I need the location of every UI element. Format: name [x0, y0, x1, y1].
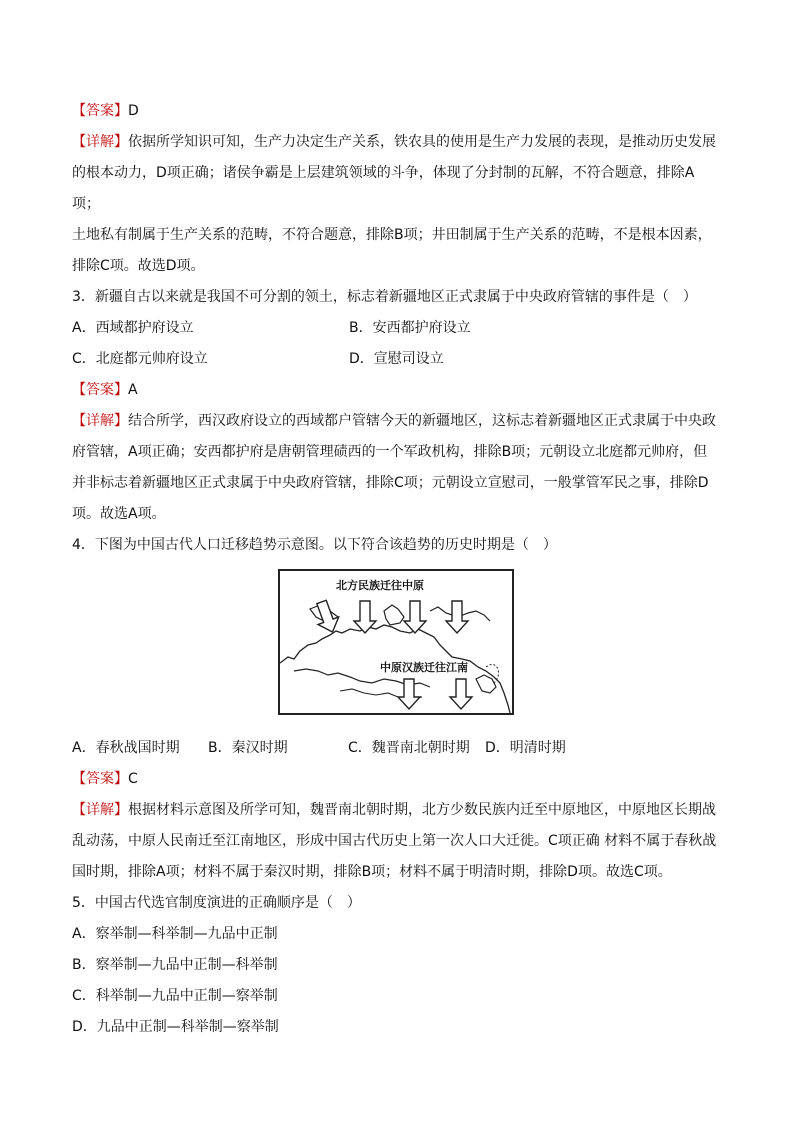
q3-option-d: D．宣慰司设立 [349, 351, 444, 367]
q4-option-c: C．魏晋南北朝时期 [348, 740, 470, 756]
q5-option-a: A．察举制—科举制—九品中正制 [72, 926, 278, 942]
map-label-north: 北方民族迁往中原 [336, 579, 424, 592]
q2-detail-line: 【详解】依据所学知识可知，生产力决定生产关系，铁农具的使用是生产力发展的表现，是推动历史发展 [72, 134, 716, 150]
q4-detail-line: 乱动荡，中原人民南迁至江南地区，形成中国古代历史上第一次人口大迁徙。C项正确 材料不属于春秋战 [72, 833, 717, 849]
q2-detail-line: 的根本动力，D项正确；诸侯争霸是上层建筑领域的斗争，体现了分封制的瓦解，不符合题意，排除A项； [72, 165, 695, 212]
q4-options-row [72, 733, 722, 764]
arrow-down-icon [450, 679, 472, 709]
q3-options-row [72, 313, 722, 344]
q3-stem: 3．新疆自古以来就是我国不可分割的领土，标志着新疆地区正式隶属于中央政府管辖的事件是（ ） [72, 289, 697, 305]
q5-option-c: C．科举制—九品中正制—察举制 [72, 988, 278, 1004]
q3-option-b: B．安西都护府设立 [349, 320, 471, 336]
q3-detail-line: 并非标志着新疆地区正式隶属于中央政府管辖，排除C项；元朝设立宣慰司，一般掌管军民之事，排除D [72, 475, 709, 491]
exam-page [72, 96, 722, 1043]
q2-detail-line: 土地私有制属于生产关系的范畴，不符合题意，排除B项；井田制属于生产关系的范畴，不是根本因素， [72, 227, 712, 243]
arrow-down-icon [404, 601, 426, 633]
q4-option-a: A．春秋战国时期 [72, 740, 180, 756]
migration-map [278, 569, 514, 715]
q5-option-b: B．察举制—九品中正制—科举制 [72, 957, 278, 973]
q2-answer: 【答案】D [72, 103, 139, 119]
q4-stem: 4．下图为中国古代人口迁移趋势示意图。以下符合该趋势的历史时期是（ ） [72, 537, 557, 553]
arrow-down-icon [446, 601, 468, 633]
q3-options-row [72, 344, 722, 375]
q4-detail-line: 【详解】根据材料示意图及所学可知，魏晋南北朝时期，北方少数民族内迁至中原地区，中原地区长期战 [72, 802, 716, 818]
q3-answer: 【答案】A [72, 382, 138, 398]
q4-detail-line: 国时期，排除A项；材料不属于秦汉时期，排除B项；材料不属于明清时期，排除D项。故选C项。 [72, 864, 672, 880]
q5-option-d: D．九品中正制—科举制—察举制 [72, 1019, 279, 1035]
q4-figure-wrap [72, 569, 722, 729]
q5-stem: 5．中国古代选官制度演进的正确顺序是（ ） [72, 895, 361, 911]
map-label-south: 中原汉族迁往江南 [380, 661, 468, 674]
q3-detail-line: 项。故选A项。 [72, 506, 166, 522]
q4-option-b: B．秦汉时期 [208, 740, 288, 756]
q3-option-a: A．西域都护府设立 [72, 320, 194, 336]
q2-detail-line: 排除C项。故选D项。 [72, 258, 205, 274]
q3-option-c: C．北庭都元帅府设立 [72, 351, 208, 367]
q3-detail-line: 【详解】结合所学，西汉政府设立的西域都户管辖今天的新疆地区，这标志着新疆地区正式隶属于中央政 [72, 413, 716, 429]
q4-option-d: D．明清时期 [485, 740, 566, 756]
q4-answer: 【答案】C [72, 771, 138, 787]
q3-detail-line: 府管辖，A项正确；安西都护府是唐朝管理碛西的一个军政机构，排除B项；元朝设立北庭都元帅府，但 [72, 444, 708, 460]
